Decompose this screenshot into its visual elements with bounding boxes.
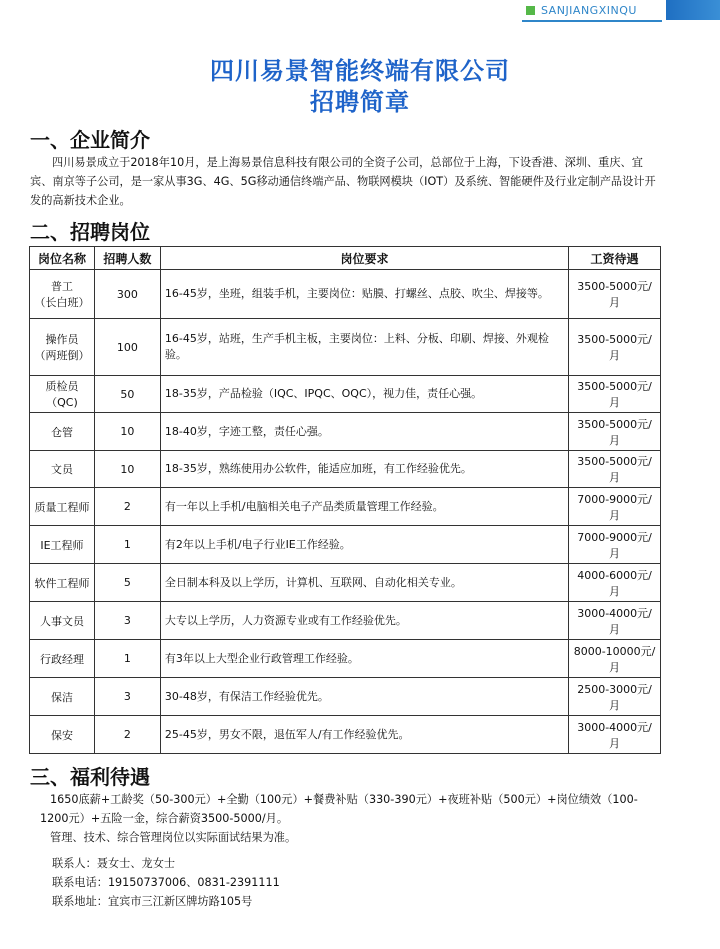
table-row — [30, 451, 661, 488]
top-tag — [522, 0, 662, 22]
job-requirement: 25-45岁，男女不限，退伍军人/有工作经验优先。 — [160, 716, 568, 754]
job-count: 100 — [94, 319, 160, 376]
job-requirement: 18-35岁，产品检验（IQC、IPQC、OQC），视力佳，责任心强。 — [160, 376, 568, 413]
job-count: 1 — [94, 640, 160, 678]
job-requirement: 18-35岁，熟练使用办公软件，能适应加班，有工作经验优先。 — [160, 451, 568, 488]
job-name: 质检员（QC) — [30, 376, 95, 413]
job-count: 2 — [94, 716, 160, 754]
job-salary: 3500-5000元/月 — [569, 270, 661, 319]
table-row — [30, 640, 661, 678]
job-count: 1 — [94, 526, 160, 564]
col-header-count: 招聘人数 — [94, 247, 160, 270]
contact-person: 联系人：聂女士、龙女士 — [52, 857, 176, 870]
job-name: 人事文员 — [30, 602, 95, 640]
job-requirement: 有一年以上手机/电脑相关电子产品类质量管理工作经验。 — [160, 488, 568, 526]
job-name: 普工 — [50, 280, 73, 293]
job-name: 保洁 — [30, 678, 95, 716]
job-requirement: 30-48岁，有保洁工作经验优先。 — [160, 678, 568, 716]
job-name: 操作员 — [45, 333, 79, 346]
job-name: 仓管 — [30, 413, 95, 451]
job-requirement: 全日制本科及以上学历，计算机、互联网、自动化相关专业。 — [160, 564, 568, 602]
job-salary: 3500-5000元/月 — [569, 451, 661, 488]
page-subtitle: 招聘简章 — [310, 88, 410, 116]
job-name: 软件工程师 — [30, 564, 95, 602]
job-count: 3 — [94, 602, 160, 640]
col-header-salary: 工资待遇 — [569, 247, 661, 270]
job-salary: 8000-10000元/月 — [569, 640, 661, 678]
benefits-block — [40, 790, 662, 847]
job-name: 文员 — [30, 451, 95, 488]
job-name-cell — [30, 319, 95, 376]
job-count: 2 — [94, 488, 160, 526]
company-title: 四川易景智能终端有限公司 — [210, 57, 510, 85]
section-heading-benefits: 三、福利待遇 — [30, 765, 150, 789]
table-row — [30, 270, 661, 319]
col-header-name: 岗位名称 — [30, 247, 95, 270]
table-row — [30, 716, 661, 754]
job-requirement: 18-40岁，字迹工整，责任心强。 — [160, 413, 568, 451]
corner-decoration — [666, 0, 720, 20]
table-row — [30, 564, 661, 602]
job-name: IE工程师 — [30, 526, 95, 564]
job-shift: （长白班） — [34, 296, 90, 309]
job-name: 行政经理 — [30, 640, 95, 678]
section-heading-intro: 一、企业简介 — [30, 128, 150, 152]
table-row — [30, 526, 661, 564]
table-row — [30, 488, 661, 526]
company-intro: 四川易景成立于2018年10月，是上海易景信息科技有限公司的全资子公司，总部位于上海，下设香港、深圳、重庆、宜宾、南京等子公司，是一家从事3G、4G、5G移动通信终端产品、物联网模块（IOT）及系统、智能硬件及行业定制产品设计开发的高新技术企业。 — [30, 156, 656, 207]
job-name: 质量工程师 — [30, 488, 95, 526]
job-shift: （两班倒） — [34, 349, 90, 362]
tag-square-icon — [526, 6, 535, 15]
job-name: 保安 — [30, 716, 95, 754]
table-row — [30, 678, 661, 716]
job-requirement: 有3年以上大型企业行政管理工作经验。 — [160, 640, 568, 678]
contact-address: 联系地址：宜宾市三江新区牌坊路105号 — [52, 895, 253, 908]
job-salary: 3000-4000元/月 — [569, 716, 661, 754]
section-heading-jobs: 二、招聘岗位 — [30, 220, 150, 244]
job-salary: 2500-3000元/月 — [569, 678, 661, 716]
table-row — [30, 602, 661, 640]
tag-text: SANJIANGXINQU — [541, 3, 637, 17]
benefits-note: 管理、技术、综合管理岗位以实际面试结果为准。 — [50, 831, 297, 844]
job-salary: 4000-6000元/月 — [569, 564, 661, 602]
table-row — [30, 319, 661, 376]
job-requirement: 16-45岁，站班，生产手机主板，主要岗位：上料、分板、印刷、焊接、外观检验。 — [160, 319, 568, 376]
job-requirement: 大专以上学历，人力资源专业或有工作经验优先。 — [160, 602, 568, 640]
job-salary: 3500-5000元/月 — [569, 376, 661, 413]
job-salary: 7000-9000元/月 — [569, 488, 661, 526]
job-count: 10 — [94, 413, 160, 451]
job-count: 300 — [94, 270, 160, 319]
table-row — [30, 413, 661, 451]
jobs-table — [29, 246, 661, 754]
job-count: 5 — [94, 564, 160, 602]
job-requirement: 16-45岁，坐班，组装手机，主要岗位：贴膜、打螺丝、点胶、吹尘、焊接等。 — [160, 270, 568, 319]
job-name-cell — [30, 270, 95, 319]
table-header-row — [30, 247, 661, 270]
table-row — [30, 376, 661, 413]
benefits-salary: 1650底薪+工龄奖（50-300元）+全勤（100元）+餐费补贴（330-390元）+夜班补贴（500元）+岗位绩效（100-1200元）+五险一金，综合薪资3500-5000/月。 — [40, 793, 638, 825]
job-salary: 3000-4000元/月 — [569, 602, 661, 640]
job-salary: 7000-9000元/月 — [569, 526, 661, 564]
job-requirement: 有2年以上手机/电子行业IE工作经验。 — [160, 526, 568, 564]
job-count: 10 — [94, 451, 160, 488]
job-count: 50 — [94, 376, 160, 413]
job-salary: 3500-5000元/月 — [569, 413, 661, 451]
job-count: 3 — [94, 678, 160, 716]
job-salary: 3500-5000元/月 — [569, 319, 661, 376]
contact-phone: 联系电话：19150737006、0831-2391111 — [52, 876, 280, 889]
col-header-req: 岗位要求 — [160, 247, 568, 270]
